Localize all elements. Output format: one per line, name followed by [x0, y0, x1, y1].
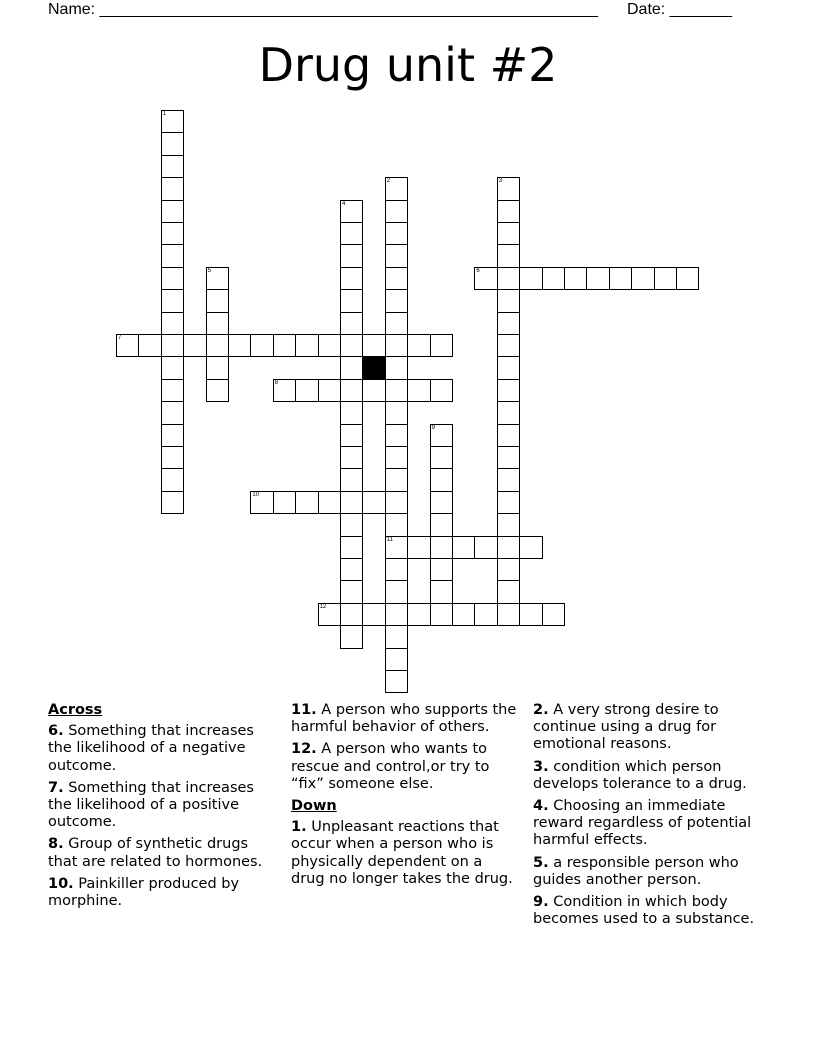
clue-down-3	[533, 759, 761, 793]
crossword-cell[interactable]	[206, 334, 229, 357]
clue-column-1	[48, 702, 276, 915]
clue-number: 7.	[48, 779, 64, 796]
crossword-cell[interactable]	[318, 334, 341, 357]
crossword-cell[interactable]	[407, 379, 430, 402]
cell-number: 6	[476, 267, 480, 274]
crossword-cell[interactable]	[385, 491, 408, 514]
crossword-cell[interactable]	[318, 491, 341, 514]
crossword-cell[interactable]	[586, 267, 609, 290]
clue-text: a responsible person who guides another person.	[533, 854, 739, 888]
crossword-cell[interactable]	[206, 289, 229, 312]
crossword-cell[interactable]	[497, 289, 520, 312]
crossword-cell[interactable]	[206, 267, 229, 290]
crossword-cell[interactable]	[340, 200, 363, 223]
crossword-cell[interactable]	[497, 491, 520, 514]
cell-number: 4	[342, 200, 346, 207]
crossword-cell[interactable]	[138, 334, 161, 357]
crossword-cell[interactable]	[340, 267, 363, 290]
clue-text: Group of synthetic drugs that are related to hormones.	[48, 836, 263, 870]
crossword-cell[interactable]	[385, 513, 408, 536]
name-field	[48, 0, 598, 20]
crossword-cell[interactable]	[250, 334, 273, 357]
crossword-cell[interactable]	[385, 424, 408, 447]
crossword-black-cell	[362, 356, 385, 379]
crossword-cell[interactable]	[340, 446, 363, 469]
across-heading: Across	[48, 702, 103, 718]
crossword-cell[interactable]	[340, 379, 363, 402]
crossword-cell[interactable]	[362, 491, 385, 514]
crossword-cell[interactable]	[250, 491, 273, 514]
crossword-cell[interactable]	[407, 603, 430, 626]
crossword-cell[interactable]	[161, 132, 184, 155]
crossword-cell[interactable]	[430, 468, 453, 491]
crossword-cell[interactable]	[497, 603, 520, 626]
crossword-cell[interactable]	[161, 110, 184, 133]
crossword-cell[interactable]	[385, 625, 408, 648]
clue-number: 10.	[48, 875, 74, 892]
clue-column-3	[533, 702, 761, 933]
clue-number: 3.	[533, 758, 549, 775]
crossword-cell[interactable]	[497, 558, 520, 581]
crossword-cell[interactable]	[385, 536, 408, 559]
crossword-cell[interactable]	[340, 289, 363, 312]
crossword-cell[interactable]	[385, 200, 408, 223]
crossword-cell[interactable]	[340, 468, 363, 491]
crossword-cell[interactable]	[161, 401, 184, 424]
clue-number: 8.	[48, 836, 64, 853]
crossword-cell[interactable]	[497, 580, 520, 603]
clue-number: 2.	[533, 702, 549, 718]
crossword-cell[interactable]	[609, 267, 632, 290]
clue-down-2	[533, 702, 761, 754]
cell-number: 2	[386, 178, 391, 185]
clue-text: A person who supports the harmful behavior of others.	[291, 702, 517, 736]
crossword-cell[interactable]	[430, 491, 453, 514]
clue-number: 4.	[533, 798, 549, 815]
crossword-cell[interactable]	[385, 558, 408, 581]
crossword-cell[interactable]	[497, 513, 520, 536]
crossword-cell[interactable]	[161, 334, 184, 357]
clue-text: Something that increases the likelihood of a positive outcome.	[48, 779, 254, 831]
crossword-cell[interactable]	[385, 379, 408, 402]
crossword-cell[interactable]	[318, 379, 341, 402]
crossword-cell[interactable]	[474, 603, 497, 626]
crossword-cell[interactable]	[497, 446, 520, 469]
crossword-cell[interactable]	[385, 177, 408, 200]
crossword-cell[interactable]	[385, 267, 408, 290]
crossword-cell[interactable]	[318, 603, 341, 626]
crossword-cell[interactable]	[161, 177, 184, 200]
crossword-cell[interactable]	[340, 580, 363, 603]
page-title: Drug unit #2	[258, 38, 558, 92]
clue-across-8	[48, 836, 276, 870]
crossword-cell[interactable]	[430, 513, 453, 536]
crossword-cell[interactable]	[340, 312, 363, 335]
crossword-cell[interactable]	[340, 222, 363, 245]
crossword-cell[interactable]	[161, 356, 184, 379]
crossword-cell[interactable]	[430, 603, 453, 626]
crossword-cell[interactable]	[407, 536, 430, 559]
crossword-cell[interactable]	[161, 222, 184, 245]
date-line[interactable]: _______	[669, 1, 732, 18]
crossword-cell[interactable]	[362, 603, 385, 626]
clue-number: 5.	[533, 854, 549, 871]
crossword-cell[interactable]	[385, 670, 408, 693]
crossword-cell[interactable]	[385, 603, 408, 626]
crossword-cell[interactable]	[385, 648, 408, 671]
crossword-cell[interactable]	[430, 334, 453, 357]
clue-across-7	[48, 780, 276, 832]
clue-across-11	[291, 702, 519, 736]
clue-down-5	[533, 855, 761, 889]
clue-text: Something that increases the likelihood of a negative outcome.	[48, 723, 254, 774]
name-line[interactable]: ________________________________________________________	[99, 1, 598, 18]
crossword-cell[interactable]	[340, 334, 363, 357]
clue-number: 11.	[291, 702, 317, 718]
crossword-cell[interactable]	[161, 468, 184, 491]
crossword-cell[interactable]	[273, 491, 296, 514]
cell-number: 3	[498, 178, 503, 185]
crossword-cell[interactable]	[474, 536, 497, 559]
clue-text: A very strong desire to continue using a drug for emotional reasons.	[533, 702, 719, 753]
crossword-cell[interactable]	[430, 424, 453, 447]
crossword-cell[interactable]	[161, 446, 184, 469]
crossword-cell[interactable]	[497, 312, 520, 335]
crossword-cell[interactable]	[385, 401, 408, 424]
crossword-cell[interactable]	[295, 334, 318, 357]
cell-number: 5	[207, 267, 211, 274]
crossword-cell[interactable]	[206, 379, 229, 402]
crossword-cell[interactable]	[385, 334, 408, 357]
crossword-cell[interactable]	[474, 267, 497, 290]
crossword-cell[interactable]	[519, 603, 542, 626]
crossword-cell[interactable]	[116, 334, 139, 357]
crossword-cell[interactable]	[430, 379, 453, 402]
crossword-cell[interactable]	[452, 603, 475, 626]
crossword-cell[interactable]	[362, 334, 385, 357]
crossword-cell[interactable]	[385, 580, 408, 603]
clue-text: A person who wants to rescue and control,or try to “fix” someone else.	[291, 741, 490, 792]
crossword-cell[interactable]	[497, 379, 520, 402]
crossword-cell[interactable]	[654, 267, 677, 290]
clue-across-6	[48, 723, 276, 775]
cell-number: 9	[431, 424, 435, 431]
clue-down-4	[533, 798, 761, 850]
crossword-cell[interactable]	[340, 603, 363, 626]
crossword-cell[interactable]	[519, 267, 542, 290]
cell-number: 7	[118, 335, 122, 341]
cell-number: 11	[386, 536, 394, 543]
crossword-cell[interactable]	[273, 334, 296, 357]
date-label: Date:	[627, 1, 670, 18]
crossword-cell[interactable]	[161, 244, 184, 267]
crossword-cell[interactable]	[161, 289, 184, 312]
clue-number: 12.	[291, 741, 317, 758]
crossword-cell[interactable]	[340, 625, 363, 648]
crossword-cell[interactable]	[542, 603, 565, 626]
crossword-cell[interactable]	[430, 558, 453, 581]
clue-text: condition which person develops tolerance to a drug.	[533, 758, 747, 792]
crossword-cell[interactable]	[385, 356, 408, 379]
crossword-cell[interactable]	[362, 379, 385, 402]
cell-number: 1	[162, 111, 167, 117]
crossword-cell[interactable]	[228, 334, 251, 357]
cell-number: 12	[319, 603, 327, 610]
crossword-cell[interactable]	[161, 312, 184, 335]
crossword-cell[interactable]	[161, 491, 184, 514]
date-field	[627, 0, 732, 20]
crossword-cell[interactable]	[497, 267, 520, 290]
crossword-cell[interactable]	[452, 536, 475, 559]
crossword-cell[interactable]	[385, 289, 408, 312]
crossword-cell[interactable]	[497, 356, 520, 379]
crossword-cell[interactable]	[340, 356, 363, 379]
crossword-cell[interactable]	[430, 580, 453, 603]
crossword-cell[interactable]	[161, 267, 184, 290]
crossword-cell[interactable]	[497, 468, 520, 491]
clue-number: 6.	[48, 723, 64, 740]
crossword-cell[interactable]	[385, 244, 408, 267]
crossword-cell[interactable]	[430, 536, 453, 559]
crossword-cell[interactable]	[161, 424, 184, 447]
crossword-cell[interactable]	[676, 267, 699, 290]
crossword-cell[interactable]	[273, 379, 296, 402]
crossword-cell[interactable]	[183, 334, 206, 357]
crossword-cell[interactable]	[497, 177, 520, 200]
clue-text: Painkiller produced by morphine.	[48, 875, 240, 910]
crossword-cell[interactable]	[385, 468, 408, 491]
crossword-cell[interactable]	[161, 155, 184, 178]
crossword-cell[interactable]	[206, 356, 229, 379]
crossword-cell[interactable]	[564, 267, 587, 290]
cell-number: 8	[274, 379, 279, 386]
crossword-cell[interactable]	[161, 379, 184, 402]
crossword-cell[interactable]	[497, 424, 520, 447]
clue-across-12	[291, 741, 519, 793]
crossword-cell[interactable]	[407, 334, 430, 357]
crossword-cell[interactable]	[497, 334, 520, 357]
crossword-cell[interactable]	[340, 558, 363, 581]
clue-down-1	[291, 819, 519, 888]
crossword-cell[interactable]	[340, 491, 363, 514]
crossword-cell[interactable]	[542, 267, 565, 290]
clue-down-9	[533, 894, 761, 928]
crossword-cell[interactable]	[385, 446, 408, 469]
crossword-cell[interactable]	[519, 536, 542, 559]
crossword-cell[interactable]	[206, 312, 229, 335]
clue-text: Unpleasant reactions that occur when a person who is physically dependent on a drug no longer takes the drug.	[291, 819, 513, 887]
crossword-cell[interactable]	[497, 222, 520, 245]
crossword-cell[interactable]	[340, 424, 363, 447]
crossword-cell[interactable]	[340, 244, 363, 267]
crossword-cell[interactable]	[497, 200, 520, 223]
clue-across-10	[48, 876, 276, 910]
name-label: Name:	[48, 1, 100, 18]
crossword-cell[interactable]	[340, 536, 363, 559]
crossword-cell[interactable]	[385, 222, 408, 245]
crossword-cell[interactable]	[385, 312, 408, 335]
crossword-cell[interactable]	[497, 536, 520, 559]
clue-number: 1.	[291, 819, 307, 836]
crossword-cell[interactable]	[340, 401, 363, 424]
crossword-cell[interactable]	[497, 244, 520, 267]
crossword-cell[interactable]	[161, 200, 184, 223]
crossword-cell[interactable]	[295, 491, 318, 514]
clue-number: 9.	[533, 894, 549, 911]
crossword-cell[interactable]	[497, 401, 520, 424]
crossword-cell[interactable]	[340, 513, 363, 536]
crossword-cell[interactable]	[295, 379, 318, 402]
crossword-cell[interactable]	[430, 446, 453, 469]
clue-column-2	[291, 702, 519, 893]
down-heading: Down	[291, 798, 337, 815]
clue-text: Choosing an immediate reward regardless of potential harmful effects.	[533, 798, 752, 849]
clue-text: Condition in which body becomes used to a substance.	[533, 894, 755, 928]
crossword-cell[interactable]	[631, 267, 654, 290]
cell-number: 10	[252, 491, 260, 498]
